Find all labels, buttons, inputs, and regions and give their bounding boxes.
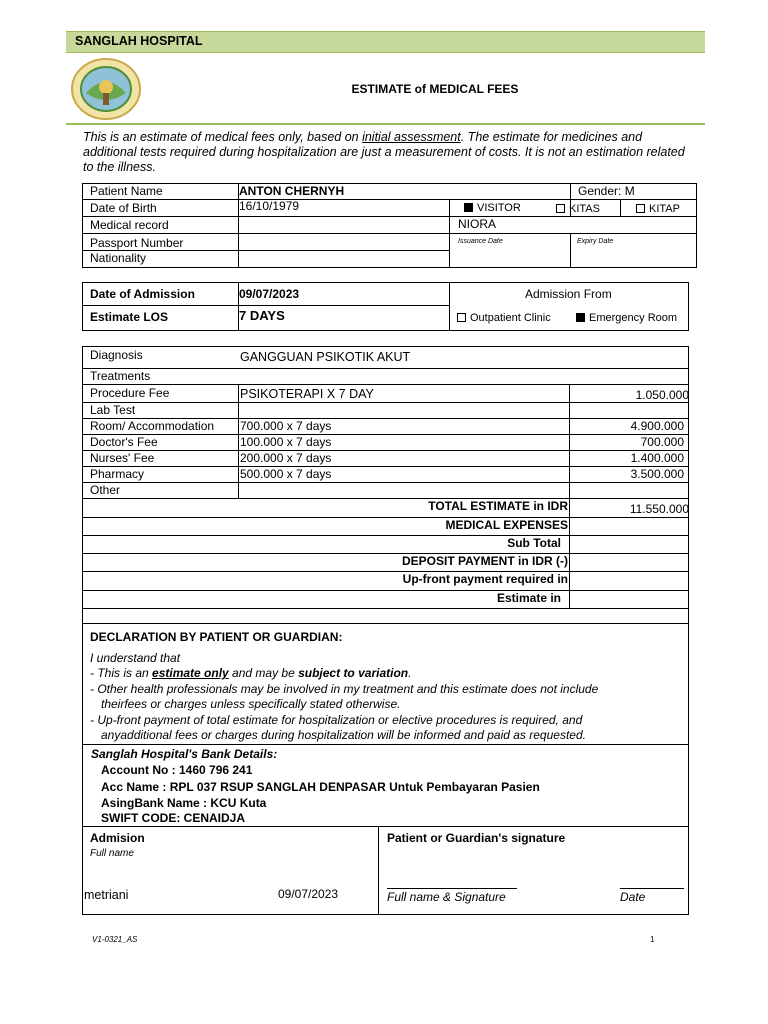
diagnosis-label: Diagnosis — [90, 348, 143, 362]
fee-label: Procedure Fee — [90, 386, 170, 400]
unchecked-box-icon — [636, 204, 645, 213]
medical-record-label: Medical record — [90, 218, 169, 232]
bank-swift: SWIFT CODE: CENAIDJA — [101, 811, 245, 825]
fee-desc: 100.000 x 7 days — [240, 435, 332, 449]
intro-text: This is an estimate of medical fees only, based on initial assessment. The estimate for medicines and additional tests required during hospitalization are just a measurement of costs. It is not an estimation related to the illness. — [83, 130, 685, 174]
full-name-signature-label: Full name & Signature — [387, 890, 506, 904]
total-estimate-value: 11.550.000 — [629, 502, 689, 516]
bank-heading: Sanglah Hospital's Bank Details: — [91, 747, 278, 761]
declaration-line-2b: theirfees or charges unless specifically stated otherwise. — [101, 697, 401, 711]
visitor-checkbox: VISITOR — [464, 201, 521, 215]
medical-expenses-label: MEDICAL EXPENSES — [445, 518, 568, 532]
signature-table — [82, 826, 689, 915]
total-estimate-label: TOTAL ESTIMATE in IDR — [428, 499, 568, 513]
fee-desc: 500.000 x 7 days — [240, 467, 332, 481]
unchecked-box-icon — [556, 204, 565, 213]
kitas-checkbox: KITAS — [556, 202, 600, 216]
patient-info-table — [82, 183, 697, 268]
estimate-in-label: Estimate in — [496, 591, 561, 605]
fee-label: Doctor's Fee — [90, 435, 158, 449]
declaration-line-3: - Up-front payment of total estimate for hospitalization or elective procedures is required, and — [90, 713, 583, 727]
fees-table — [82, 346, 689, 624]
deposit-label: DEPOSIT PAYMENT in IDR (-) — [401, 554, 568, 568]
admission-date-label: Date of Admission — [90, 287, 195, 301]
fee-amount: 3.500.000 — [630, 467, 684, 481]
declaration-intro: I understand that — [90, 651, 181, 665]
dob-value: 16/10/1979 — [239, 199, 300, 213]
patient-name-value: ANTON CHERNYH — [239, 184, 345, 198]
fee-label: Lab Test — [90, 403, 136, 417]
sub-total-label: Sub Total — [507, 536, 561, 550]
declaration-line-3b: anyadditional fees or charges during hospitalization will be informed and paid as requested. — [101, 728, 586, 742]
declaration-section — [82, 623, 689, 827]
issuance-date-label: Issuance Date — [458, 238, 503, 245]
outpatient-checkbox: Outpatient Clinic — [457, 311, 551, 325]
nationality-label: Nationality — [90, 251, 147, 265]
header-divider — [66, 123, 705, 125]
fee-desc: 200.000 x 7 days — [240, 451, 332, 465]
dob-label: Date of Birth — [90, 201, 157, 215]
full-name-label: Full name — [90, 848, 134, 859]
fee-amount: 700.000 — [640, 435, 684, 449]
patient-signature-label: Patient or Guardian's signature — [387, 831, 566, 845]
checked-box-icon — [464, 203, 473, 212]
emergency-checkbox: Emergency Room — [576, 311, 677, 325]
fee-amount: 1.400.000 — [630, 451, 684, 465]
treatments-label: Treatments — [90, 369, 151, 383]
fee-amount: 4.900.000 — [630, 419, 684, 433]
hospital-name: SANGLAH HOSPITAL — [75, 34, 203, 48]
hospital-header-bar — [66, 31, 705, 53]
checked-box-icon — [576, 313, 585, 322]
expiry-date-label: Expiry Date — [577, 238, 614, 245]
unchecked-box-icon — [457, 313, 466, 322]
bank-account: Account No : 1460 796 241 — [101, 763, 253, 777]
form-code: V1-0321_AS — [92, 935, 138, 944]
diagnosis-value: GANGGUAN PSIKOTIK AKUT — [240, 350, 411, 364]
passport-label: Passport Number — [90, 236, 184, 250]
bank-name: AsingBank Name : KCU Kuta — [101, 796, 267, 810]
bank-acc-name: Acc Name : RPL 037 RSUP SANGLAH DENPASAR Untuk Pembayaran Pasien — [101, 780, 540, 794]
document-title: ESTIMATE of MEDICAL FEES — [351, 82, 519, 96]
declaration-heading: DECLARATION BY PATIENT OR GUARDIAN: — [90, 630, 343, 644]
upfront-label: Up-front payment required in — [402, 572, 568, 586]
page-number: 1 — [650, 935, 655, 944]
fee-desc: PSIKOTERAPI X 7 DAY — [240, 387, 374, 401]
kitap-checkbox: KITAP — [636, 202, 680, 216]
declaration-line-2: - Other health professionals may be involved in my treatment and this estimate does not include — [90, 682, 599, 696]
fee-label: Room/ Accommodation — [90, 419, 215, 433]
medical-record-value: NIORA — [458, 217, 497, 231]
declaration-line-1: - This is an estimate only and may be subject to variation. — [90, 666, 412, 680]
los-label: Estimate LOS — [90, 310, 169, 324]
admission-date-value: 09/07/2023 — [239, 287, 300, 301]
admission-staff-label: Admision — [90, 831, 145, 845]
signature-date-label: Date — [620, 890, 646, 904]
patient-name-label: Patient Name — [90, 184, 163, 198]
intro-underlined-text: initial assessment — [362, 130, 461, 144]
los-value: 7 DAYS — [239, 308, 285, 323]
fee-amount: 1.050.000 — [635, 388, 689, 402]
admission-staff-date: 09/07/2023 — [278, 887, 339, 901]
fee-label: Pharmacy — [90, 467, 145, 481]
gender-value: Gender: M — [578, 184, 635, 198]
admission-table — [82, 282, 689, 331]
admission-from-label: Admission From — [525, 287, 612, 301]
fee-desc: 700.000 x 7 days — [240, 419, 332, 433]
fee-label: Nurses' Fee — [90, 451, 155, 465]
fee-label: Other — [90, 483, 121, 497]
admission-staff-name: metriani — [84, 888, 129, 902]
